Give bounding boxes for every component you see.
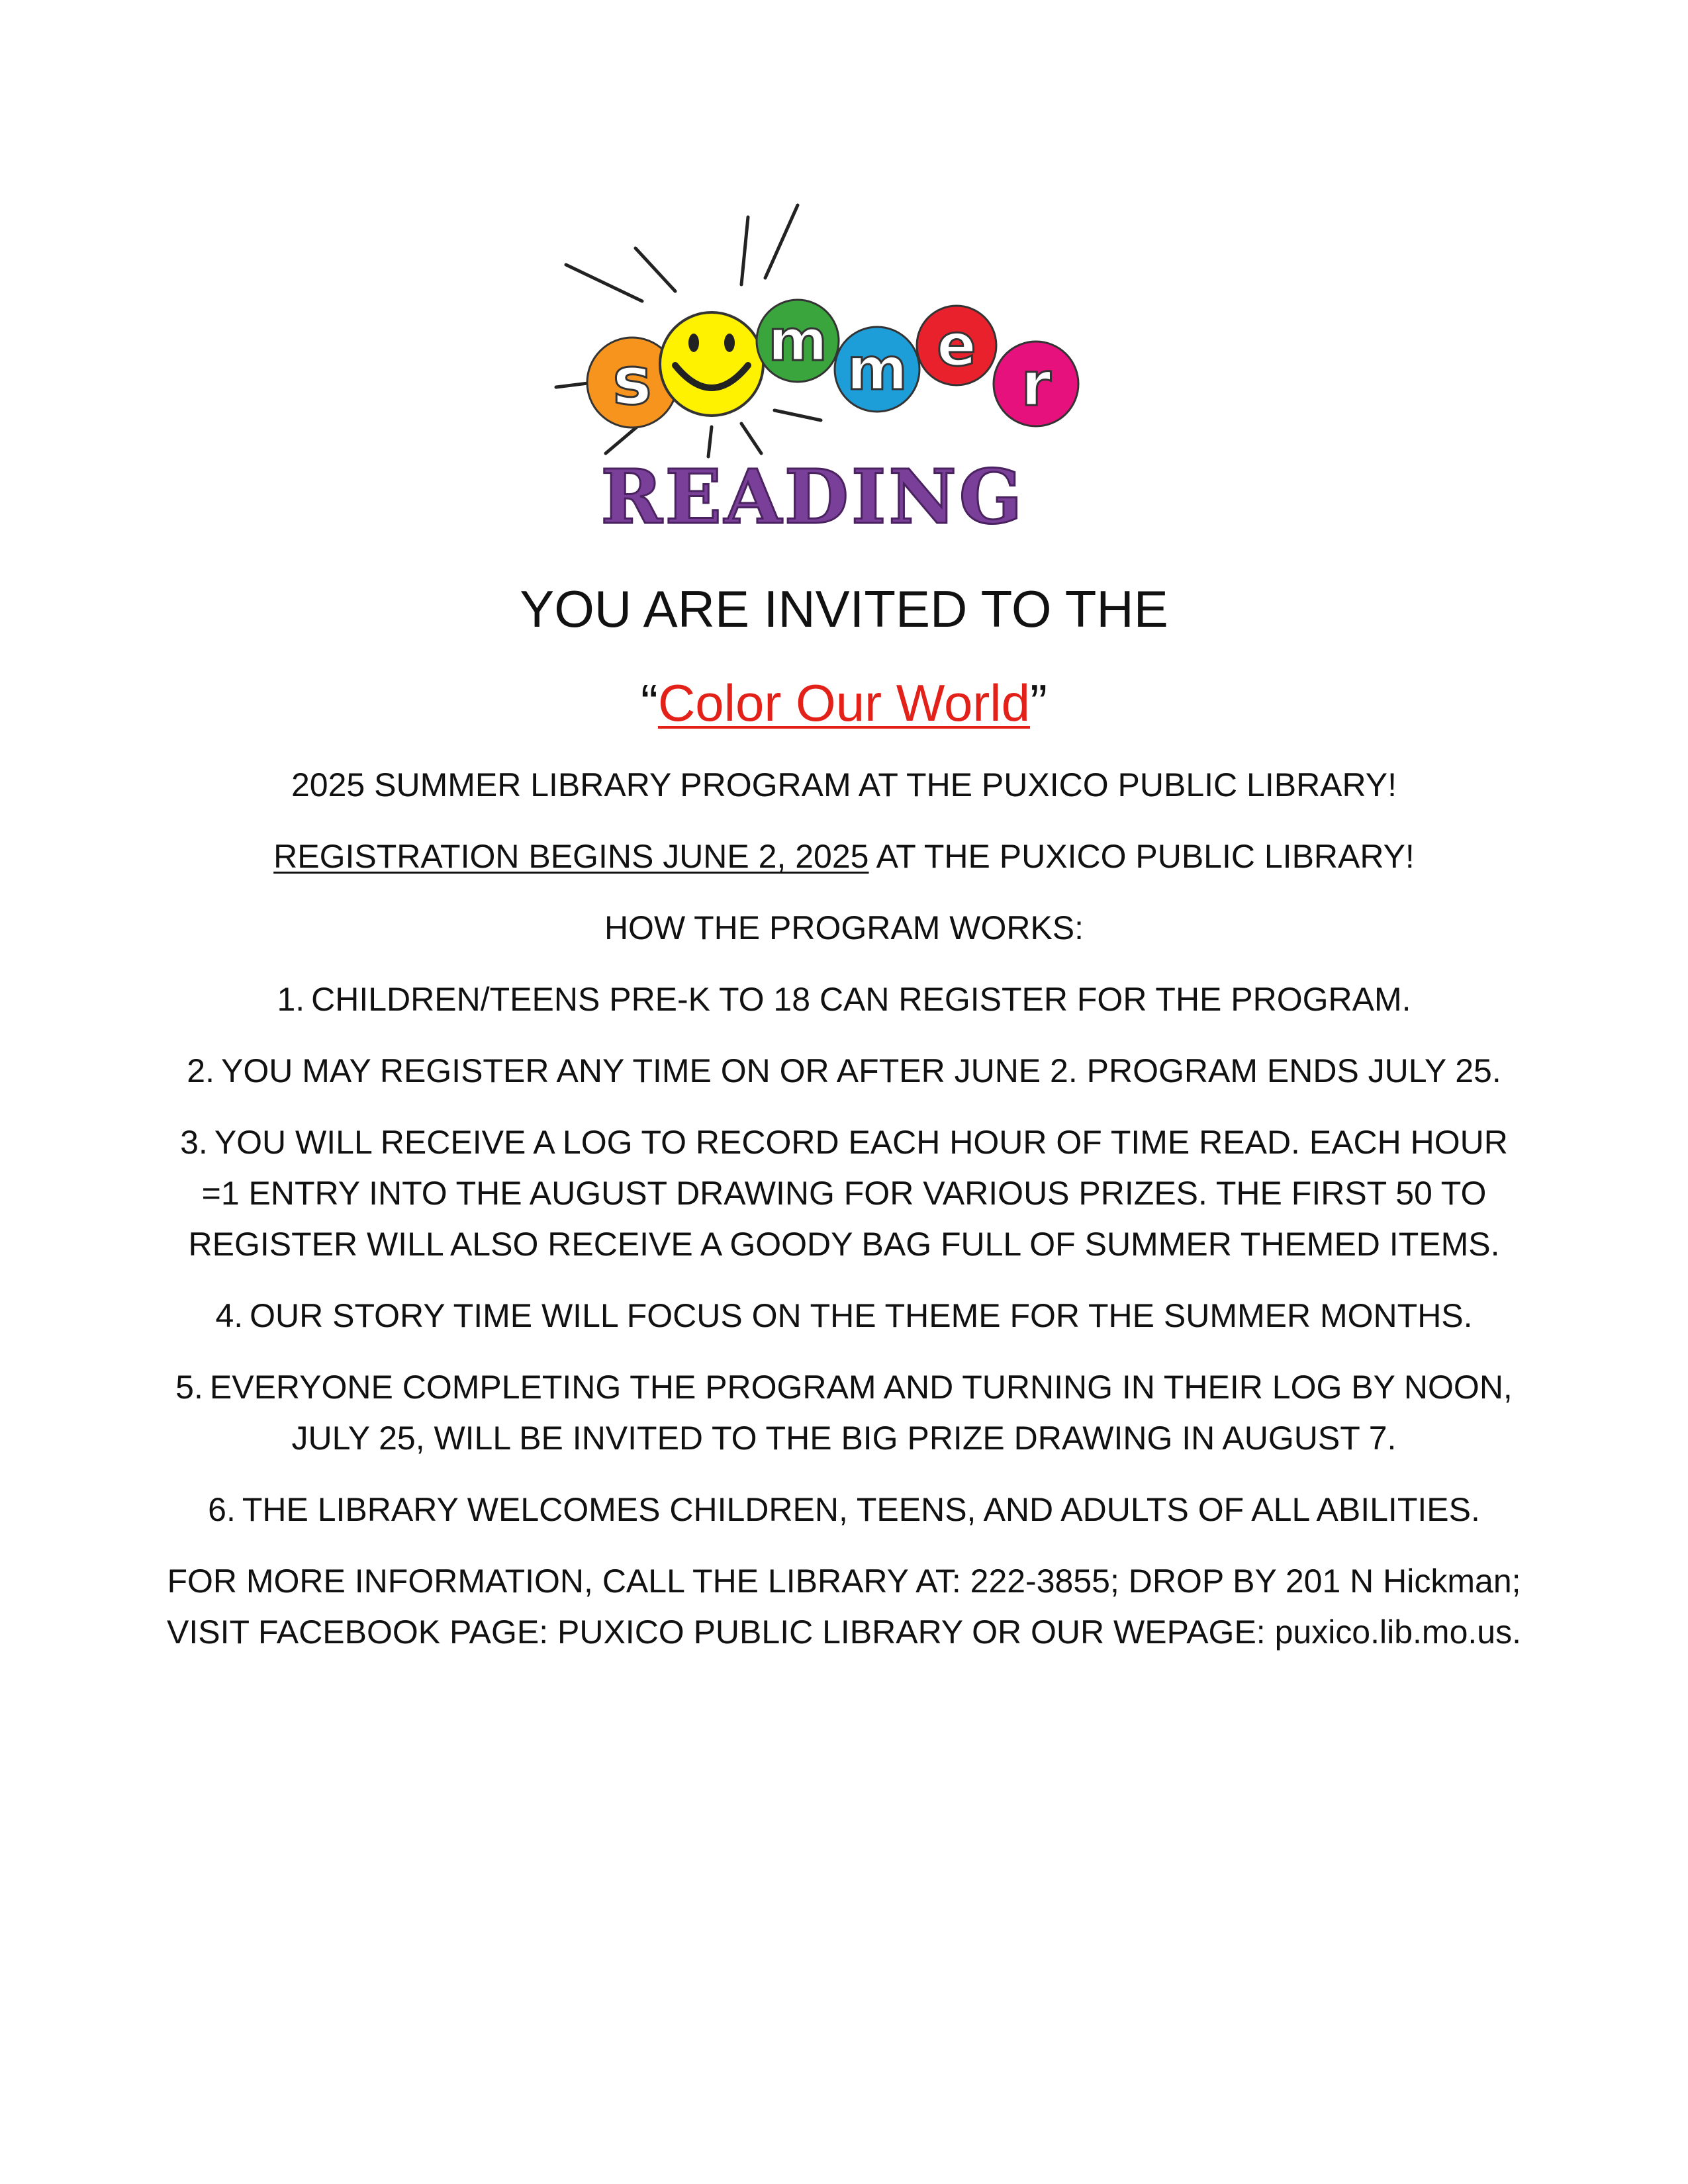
logo-letter-m-blue — [835, 327, 919, 412]
smiley-eye-icon — [688, 334, 699, 352]
sun-ray — [566, 265, 642, 301]
step-text: YOU MAY REGISTER ANY TIME ON OR AFTER JUNE 2. PROGRAM ENDS JULY 25. — [220, 1052, 1501, 1089]
step-text: CHILDREN/TEENS PRE-K TO 18 CAN REGISTER FOR THE PROGRAM. — [311, 981, 1411, 1018]
sun-ray — [741, 217, 748, 285]
logo-reading-text: READING — [600, 454, 1025, 541]
step-number: 2. — [187, 1052, 214, 1089]
invitation-heading: YOU ARE INVITED TO THE — [520, 580, 1168, 638]
logo-letter-u-smiley — [660, 312, 763, 416]
step-number: 4. — [215, 1297, 244, 1334]
registration-line — [165, 831, 1523, 882]
summer-reading-logo-graphic — [543, 192, 1139, 549]
contact-info: FOR MORE INFORMATION, CALL THE LIBRARY AT: 222-3855; DROP BY 201 N Hickman; VISIT FACEBOOK PAGE: PUXICO PUBLIC LIBRARY OR OUR WEPAGE: puxico.lib.mo.us. — [167, 1563, 1521, 1651]
program-line: 2025 SUMMER LIBRARY PROGRAM AT THE PUXICO PUBLIC LIBRARY! — [291, 766, 1397, 803]
sun-ray — [741, 424, 761, 453]
logo-letter-text: r — [1021, 349, 1051, 420]
theme-close-quote: ” — [1030, 674, 1047, 732]
theme-title: Color Our World — [657, 674, 1031, 732]
step-number: 1. — [277, 981, 305, 1018]
theme-line — [165, 670, 1523, 736]
registration-location: AT THE PUXICO PUBLIC LIBRARY! — [868, 838, 1415, 875]
registration-date: REGISTRATION BEGINS JUNE 2, 2025 — [273, 838, 869, 875]
step-text: YOU WILL RECEIVE A LOG TO RECORD EACH HOUR OF TIME READ. EACH HOUR =1 ENTRY INTO THE AUGUST DRAWING FOR VARIOUS PRIZES. THE FIRST 50 TO REGISTER WILL ALSO RECEIVE A GOODY BAG FULL OF SUMMER THEMED ITEMS. — [188, 1124, 1508, 1263]
step-text: EVERYONE COMPLETING THE PROGRAM AND TURNING IN THEIR LOG BY NOON, JULY 25, WILL BE INVITED TO THE BIG PRIZE DRAWING IN AUGUST 7. — [209, 1369, 1513, 1457]
step-text: THE LIBRARY WELCOMES CHILDREN, TEENS, AND ADULTS OF ALL ABILITIES. — [242, 1491, 1480, 1528]
program-step — [165, 974, 1523, 1025]
logo-letter-text: e — [937, 311, 976, 379]
summer-reading-logo — [543, 192, 1139, 549]
how-it-works-heading: HOW THE PROGRAM WORKS: — [604, 909, 1084, 946]
program-steps-list — [165, 974, 1523, 1535]
program-step — [165, 1046, 1523, 1097]
step-number: 5. — [175, 1369, 203, 1406]
step-number: 3. — [180, 1124, 208, 1161]
logo-letter-r-pink — [994, 341, 1078, 426]
sun-ray — [635, 248, 675, 291]
program-step — [165, 1484, 1523, 1535]
sun-ray — [765, 205, 798, 278]
smiley-eye-icon — [724, 334, 735, 352]
sun-ray — [774, 410, 821, 420]
theme-open-quote: “ — [640, 674, 658, 732]
program-step — [165, 1117, 1523, 1270]
logo-letter-text: m — [768, 308, 827, 374]
logo-letter-m-green — [757, 300, 839, 382]
program-step — [165, 1362, 1523, 1464]
program-step — [165, 1291, 1523, 1342]
logo-letter-e-red — [917, 306, 996, 385]
logo-letter-text: s — [612, 342, 652, 420]
invitation-body — [165, 576, 1523, 1658]
step-text: OUR STORY TIME WILL FOCUS ON THE THEME FOR THE SUMMER MONTHS. — [250, 1297, 1473, 1334]
sun-ray — [708, 427, 712, 457]
logo-letter-text: m — [847, 335, 908, 403]
step-number: 6. — [208, 1491, 236, 1528]
